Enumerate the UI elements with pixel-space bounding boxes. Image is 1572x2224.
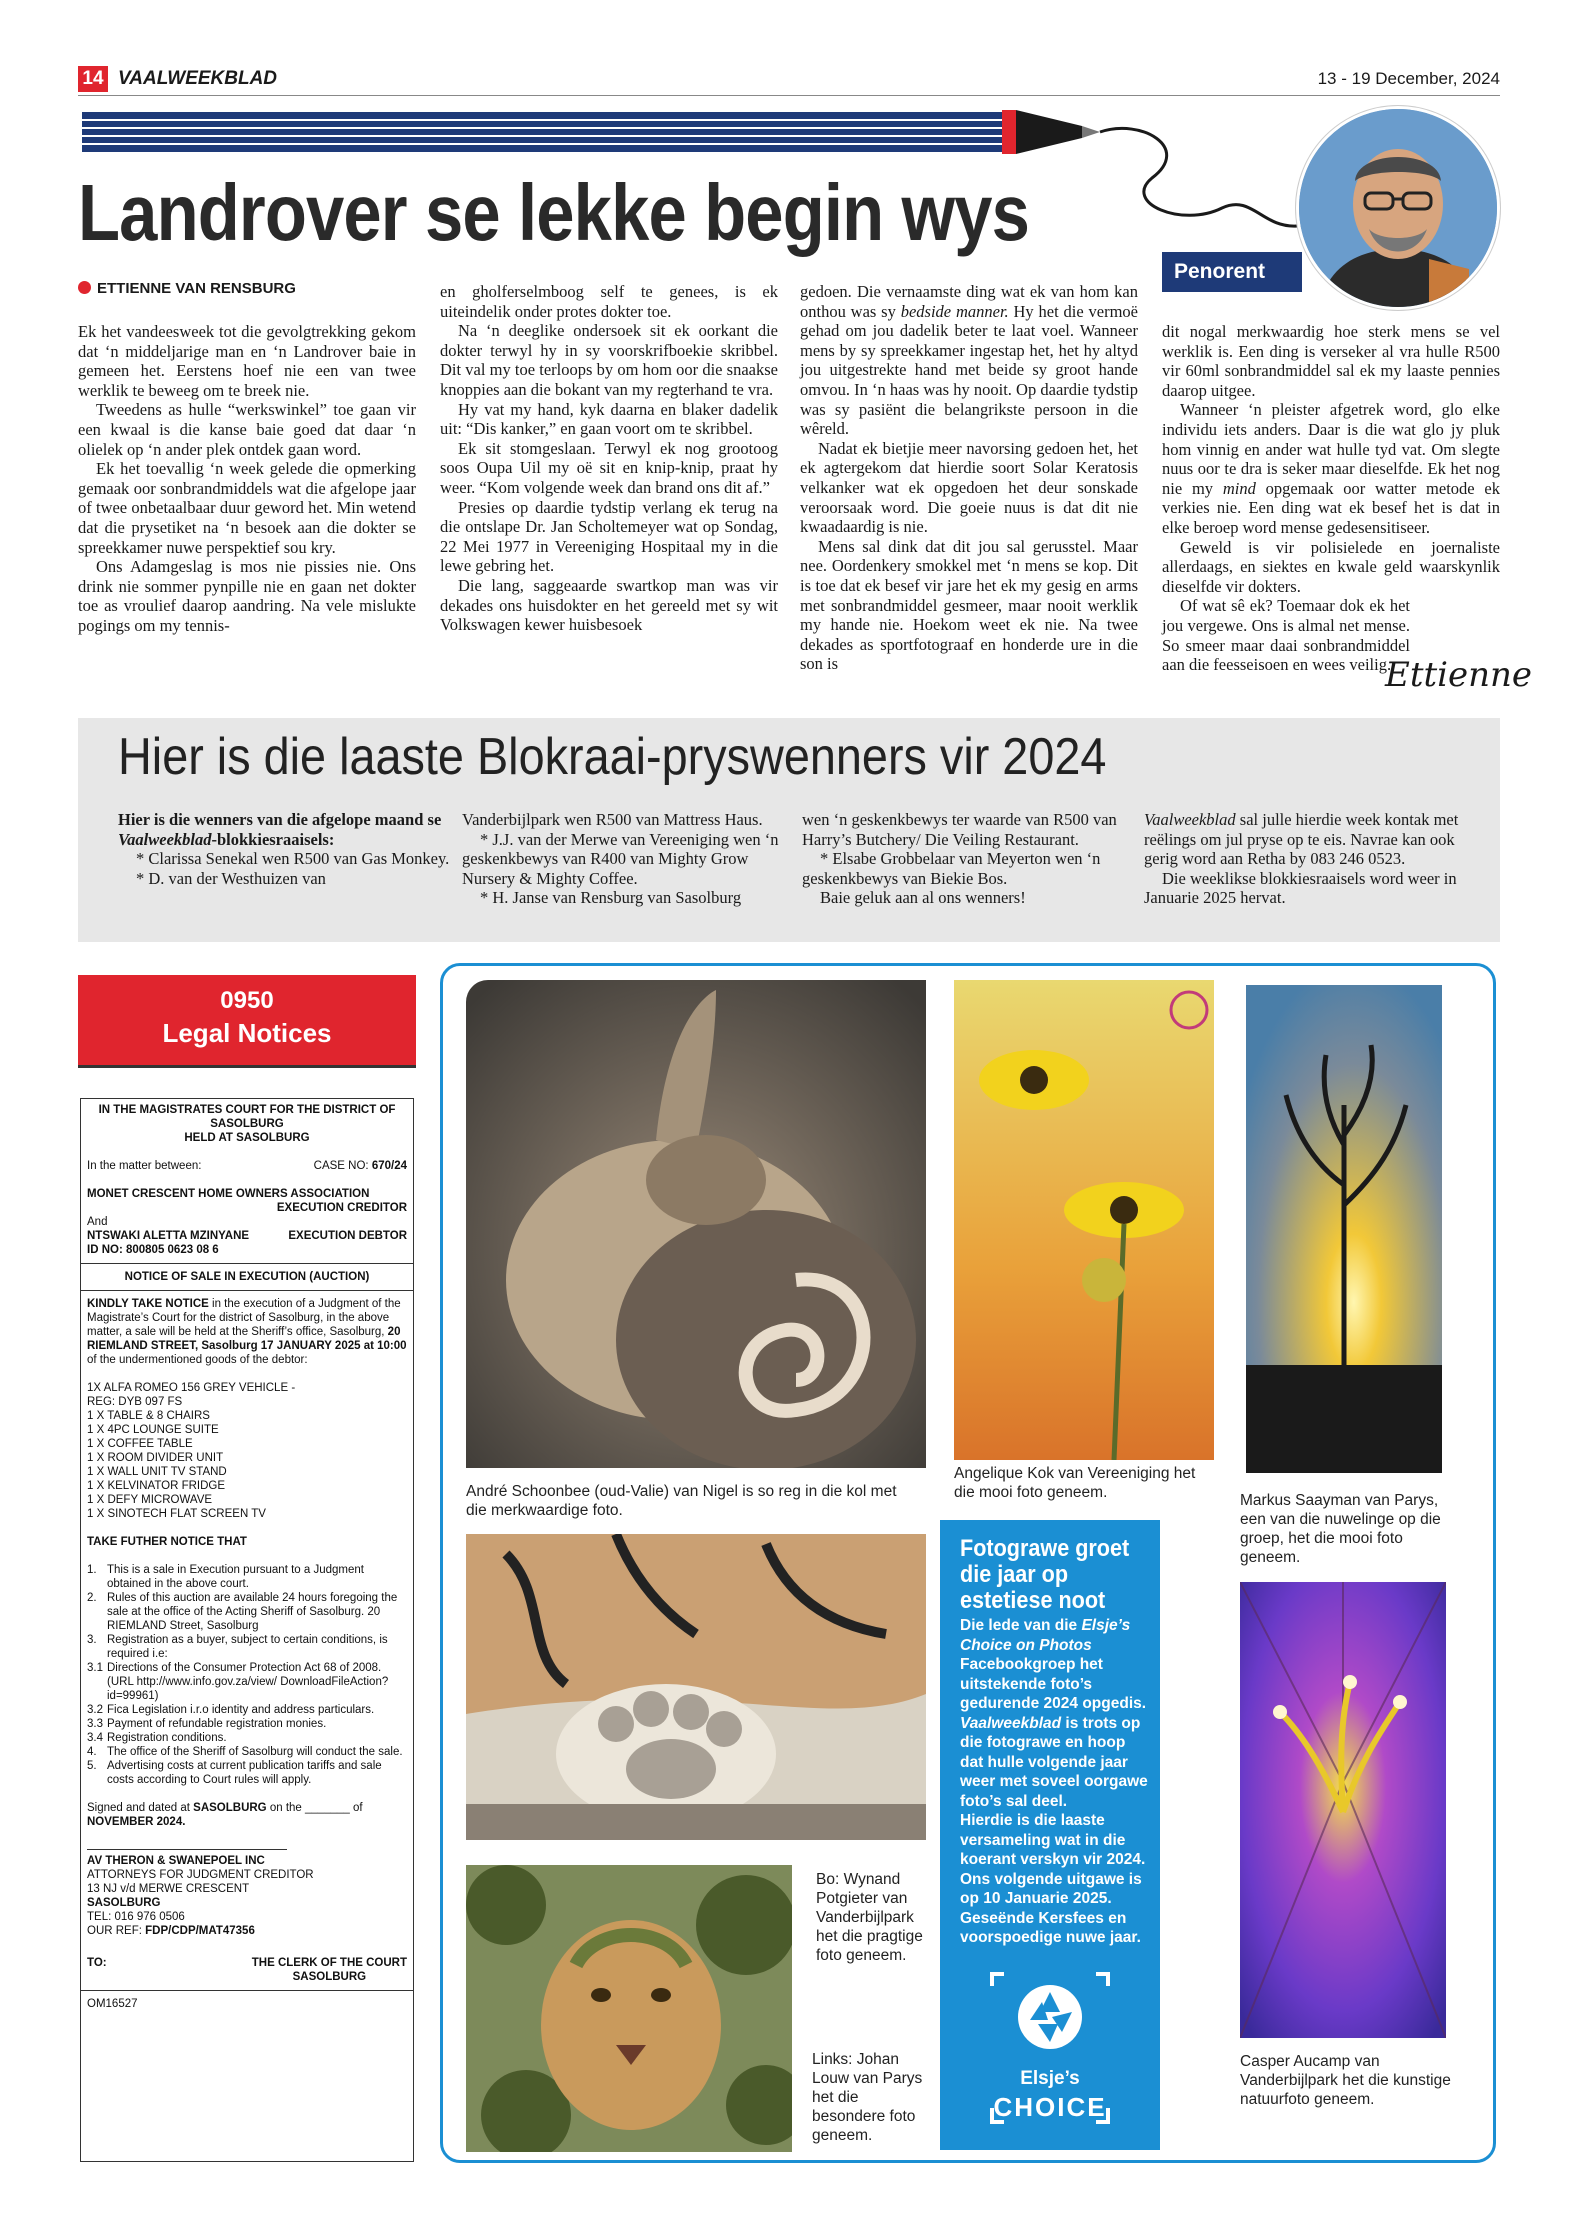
divider — [81, 1290, 413, 1291]
and-label: And — [87, 1216, 108, 1228]
author-signature: Ettienne — [1385, 655, 1533, 695]
winner-entry: * D. van der Westhuizen van — [136, 868, 326, 888]
legal-notices-header — [78, 975, 416, 1068]
creditor-role: EXECUTION CREDITOR — [276, 1202, 407, 1214]
recipient-place: SASOLBURG — [292, 1971, 367, 1983]
paragraph — [1162, 400, 1500, 537]
debtor-id: ID NO: 800805 0623 08 6 — [87, 1244, 219, 1256]
goods-item: 1 X COFFEE TABLE — [87, 1438, 193, 1450]
page-number: 14 — [78, 66, 108, 92]
paragraph: Ek het toevallig ‘n week gelede die opmerking gemaak oor sonbrandmiddels wat die afgelope jaar of twee onbetaalbaar duur geword het. Min wetend dat die prysetiket na ‘n besoek aan die dokter se spreekkamer nuwe perspektief sou kry. — [78, 459, 416, 557]
article-column-4 — [1162, 322, 1500, 675]
divider — [81, 1263, 413, 1264]
winner-entry: * Clarissa Senekal wen R500 van Gas Monkey. — [136, 849, 450, 869]
case-number — [314, 1159, 407, 1173]
issue-date: 13 - 19 December, 2024 — [1317, 69, 1500, 88]
text-run: opgemaak oor watter metode ek verkies nie. Een ding wat ek besef het is dat in elke beroep word mense gedesensitiseer. — [1162, 478, 1500, 537]
notice-body — [87, 1297, 407, 1367]
signed-line — [87, 1801, 407, 1829]
condition-item — [87, 1563, 407, 1591]
photo-antelope — [466, 980, 926, 1468]
winners-intro — [118, 810, 458, 849]
text-strong: 20 RIEMLAND STREET, Sasolburg 17 JANUARY 2025 at 10:00 — [87, 1326, 407, 1352]
byline-name: ETTIENNE VAN RENSBURG — [97, 280, 296, 297]
goods-item: 1 X TABLE & 8 CHAIRS — [87, 1410, 210, 1422]
condition-number: 2. — [87, 1592, 97, 1604]
case-label: CASE NO: — [313, 1160, 372, 1172]
text-run: Facebookgroep het uitstekende foto’s gedurende 2024 opgedis. — [960, 1656, 1147, 1712]
elsjes-choice-logo — [990, 1972, 1110, 2062]
legal-notices-title: Legal Notices — [162, 1018, 332, 1048]
paragraph: Mens sal dink dat dit jou sal gerusstel. Maar nee. Oordenkery smokkel met ‘n mens se kop. Dit is toe dat ek besef vir jare het ek my gesig en arms met sonbrandmiddel gesmeer, maar nooit werklik my hande nie. Hoekom weet ek nie. Na twee dekades as sportfotograaf en honderde ure in die son is — [800, 536, 1138, 674]
winner-entry: * H. Janse van Rensburg van Sasolburg — [480, 888, 742, 908]
ref-label: OUR REF: — [87, 1925, 146, 1937]
photo-lioness — [466, 1865, 792, 2152]
text-run: Wanneer ‘n pleister afgetrek word, glo elke individu iets anders. Daar is die wat glo jy pluk hom vinnig en ander wat hulle tyd vat. Om slegte nuus oor te dra is seker maar dieselfde. Ek het nog nie my — [1162, 400, 1500, 498]
article-column-1 — [78, 322, 416, 636]
condition-item — [87, 1717, 407, 1731]
condition-number: 4. — [87, 1746, 97, 1758]
goods-item: 1 X SINOTECH FLAT SCREEN TV — [87, 1508, 266, 1520]
court-name: IN THE MAGISTRATES COURT FOR THE DISTRICT OF SASOLBURG — [98, 1104, 396, 1130]
condition-item — [87, 1633, 407, 1661]
signature-line — [87, 1849, 287, 1850]
text-emphasis: Vaalweekblad — [960, 1714, 1062, 1732]
text-run: on the _______ of — [266, 1802, 363, 1814]
conditions-list — [87, 1563, 407, 1787]
condition-text: Rules of this auction are available 24 hours foregoing the sale at the office of the Acting Sheriff of Sasolburg. 20 RIEMLAND Street, Sasolburg — [107, 1592, 398, 1632]
text-emphasis: bedside manner. — [900, 301, 1009, 321]
photo-yellow-flowers — [954, 980, 1214, 1460]
winners-column-2 — [462, 810, 792, 908]
text-run: Hy het die vermoë gehad om jou dadelik beter te laat voel. Wanneer mens by sy spreekkamer ingestap het, het hy altyd jou uitgestrekte hand met beide sy groot hande omvou. In ‘n haas was hy nooit. Op daardie tydstip was sy pasiënt die belangrikste persoon in die wêreld. — [800, 301, 1138, 439]
attorney-city: SASOLBURG — [87, 1897, 161, 1909]
to-row — [87, 1956, 407, 1984]
goods-item: 1 X KELVINATOR FRIDGE — [87, 1480, 226, 1492]
photo-caption-tiger-paw: Bo: Wynand Potgieter van Vanderbijlpark het die pragtige foto geneem. — [816, 1871, 923, 1964]
recipient-name: THE CLERK OF THE COURT — [251, 1957, 407, 1969]
paragraph: Ek het vandeesweek tot die gevolgtrekking gekom dat ‘n middeljarige man en ‘n Landrover baie in gemeen het. Eerstens hoef nie een van twee werklik te beweeg om te breek nie. — [78, 322, 416, 400]
column-headline: Landrover se lekke begin wys — [78, 168, 1030, 257]
section-label: Penorent — [1162, 252, 1302, 292]
condition-text: Registration as a buyer, subject to certain conditions, is required i.e: — [107, 1634, 388, 1660]
text-run: is trots op die fotograwe en hoop dat hulle volgende jaar weer met soveel oorgawe foto’s sal deel. — [960, 1714, 1148, 1810]
winners-title: Hier is die laaste Blokraai-pryswenners vir 2024 — [118, 728, 1107, 786]
logo-bracket-bottom — [990, 2094, 1110, 2124]
winners-column-4 — [1144, 810, 1484, 908]
text-emphasis: Vaalweekblad — [1144, 810, 1236, 829]
header-rule — [78, 95, 1500, 96]
goods-list — [87, 1381, 407, 1521]
text-run: sal julle hierdie week kontak met reëlings om jul pryse op te eis. Navrae kan ook gerig word aan Retha by 083 246 0523. — [1144, 810, 1459, 869]
text-emphasis: Elsje’s Choice on Photos — [960, 1617, 1131, 1654]
goods-item: 1 X 4PC LOUNGE SUITE — [87, 1424, 219, 1436]
text-strong: SASOLBURG — [193, 1802, 267, 1814]
condition-text: Registration conditions. — [107, 1732, 227, 1744]
text-run: Hierdie is die laaste versameling wat in die koerant verskyn vir 2024. Ons volgende uitgawe is op 10 Januarie 2025. Geseënde Kersfees en voorspoedige nuwe jaar. — [960, 1812, 1146, 1946]
winner-entry: wen ‘n geskenkbewys ter waarde van R500 van Harry’s Butchery/ Die Veiling Restaurant. — [802, 810, 1117, 849]
condition-number: 1. — [87, 1564, 97, 1576]
infobox-title: Fotograwe groet die jaar op estetiese noot — [960, 1535, 1130, 1614]
attorney-ref — [87, 1924, 407, 1938]
condition-item — [87, 1591, 407, 1633]
paragraph: Tweedens as hulle “werkswinkel” toe gaan vir een kwaal is die kanse baie goed dat daar ‘n olielek op ‘n ander plek ontdek gaan word. — [78, 400, 416, 459]
court-held: HELD AT SASOLBURG — [184, 1132, 310, 1144]
photo-flower-macro — [1240, 1582, 1446, 2038]
debtor-name: NTSWAKI ALETTA MZINYANE — [87, 1230, 250, 1242]
text-run: in the execution of a Judgment of the Magistrate’s Court for the district of Sasolburg, in the above matter, a sale will be held at the Sheriff’s office, Sasolburg, — [87, 1298, 401, 1338]
paragraph: Of wat sê ek? Toemaar dok ek het jou vergewe. Ons is almal net mense. So smeer maar daai sonbrandmiddel aan die feesseisoen en wees veilig. — [1162, 596, 1410, 675]
case-value: 670/24 — [371, 1160, 407, 1172]
winner-entry: Vanderbijlpark wen R500 van Mattress Haus. — [462, 810, 763, 829]
photo-caption-yellow-flowers: Angelique Kok van Vereeniging het die mooi foto geneem. — [954, 1465, 1196, 1501]
paragraph: Ek sit stomgeslaan. Terwyl ek nog grootoog soos Oupa Uil my oë sit en knip-knip, praat hy weer. “Kom volgende week dan brand ons dit af.” — [440, 438, 778, 497]
photo-feature-infobox — [940, 1520, 1160, 2150]
paragraph: Geweld is vir polisielede en joernaliste allerdaags, en siektes en kwale geld waarskynlik dieselfde vir dokters. — [1162, 537, 1500, 596]
condition-item — [87, 1759, 407, 1787]
paragraph: Die lang, saggeaarde swartkop man was vir dekades ons huisdokter en het gereeld met sy wit Volkswagen kewer huisbesoek — [440, 575, 778, 635]
condition-item — [87, 1731, 407, 1745]
text-run: gedoen. Die vernaamste ding wat ek van hom kan onthou was sy — [800, 282, 1138, 321]
notice-title: NOTICE OF SALE IN EXECUTION (AUCTION) — [124, 1271, 370, 1283]
photo-tiger-paw — [466, 1534, 926, 1840]
text-run: -blokkiesraaisels: — [211, 829, 335, 849]
condition-text: The office of the Sheriff of Sasolburg will conduct the sale. — [107, 1746, 403, 1758]
text-emphasis: Vaalweekblad — [118, 829, 212, 849]
debtor-row — [87, 1229, 407, 1243]
condition-number: 5. — [87, 1760, 97, 1772]
attorney-firm: AV THERON & SWANEPOEL INC — [87, 1855, 265, 1867]
goods-item: 1X ALFA ROMEO 156 GREY VEHICLE - — [87, 1382, 296, 1394]
paragraph: Presies op daardie tydstip verlang ek terug na die ontslape Dr. Jan Scholtemeyer wat op Sondag, 22 Mei 1977 in Vereeniging Hospitaal my in die lewe gebring het. — [440, 497, 778, 576]
attorney-address: 13 NJ v/d MERWE CRESCENT — [87, 1883, 250, 1895]
photo-caption-flower-macro: Casper Aucamp van Vanderbijlpark het die kunstige natuurfoto geneem. — [1240, 2053, 1451, 2108]
condition-text: Advertising costs at current publication tariffs and sale costs according to Court rules will apply. — [107, 1760, 382, 1786]
condition-text: Fica Legislation i.r.o identity and address particulars. — [107, 1704, 375, 1716]
byline — [78, 280, 296, 297]
condition-number: 3.2 — [87, 1704, 103, 1716]
photo-caption-sunset-plant: Markus Saayman van Parys, een van die nuwelinge op die groep, het die mooi foto geneem. — [1240, 1492, 1441, 1566]
condition-item — [87, 1745, 407, 1759]
text-run: Signed and dated at — [87, 1802, 194, 1814]
to-recipient — [252, 1956, 407, 1984]
condition-number: 3.4 — [87, 1732, 103, 1744]
notice-reference: OM16527 — [87, 1998, 138, 2010]
to-label: TO: — [87, 1957, 107, 1969]
byline-dot — [78, 281, 91, 294]
winners-contact — [1144, 810, 1484, 869]
winners-resume-note: Die weeklikse blokkiesraaisels word weer in Januarie 2025 hervat. — [1144, 868, 1457, 908]
infobox-body — [960, 1616, 1148, 1948]
photo-sunset-plant — [1246, 985, 1442, 1473]
condition-number: 3. — [87, 1634, 97, 1646]
publication-name: VAALWEEKBLAD — [118, 68, 278, 89]
photo-caption-lioness: Links: Johan Louw van Parys het die besondere foto geneem. — [812, 2051, 923, 2144]
debtor-role: EXECUTION DEBTOR — [288, 1230, 407, 1242]
condition-item — [87, 1661, 407, 1703]
paragraph: en gholferselmboog self te genees, is ek uiteindelik onder protes dokter toe. — [440, 282, 778, 321]
paragraph: Ons Adamgeslag is mos nie pissies nie. Ons drink nie sommer pynpille nie en gaan net dokter toe as vroulief daarop aandring. Na vele mislukte pogings om my tennis- — [78, 557, 416, 635]
text-run: Hier is die wenners van die afgelope maand se — [118, 810, 442, 829]
attorney-phone: TEL: 016 976 0506 — [87, 1911, 185, 1923]
attorney-role: ATTORNEYS FOR JUDGMENT CREDITOR — [87, 1869, 314, 1881]
goods-item: 1 X WALL UNIT TV STAND — [87, 1466, 227, 1478]
winner-entry: * J.J. van der Merwe van Vereeniging wen ‘n geskenkbewys van R400 van Mighty Grow Nursery & Mighty Coffee. — [462, 829, 779, 888]
article-column-2 — [440, 282, 778, 635]
paragraph: Hy vat my hand, kyk daarna en blaker dadelik uit: “Dis kanker,” en gaan voort om te skribbel. — [440, 399, 778, 439]
condition-text: Payment of refundable registration monies. — [107, 1718, 327, 1730]
paragraph: dit nogal merkwaardig hoe sterk mens se vel werklik is. Een ding is verseker al vra hulle R500 vir 60ml sonbrandmiddel sal ek my laaste pennies daarop uitgee. — [1162, 322, 1500, 400]
winners-congrats: Baie geluk aan al ons wenners! — [820, 888, 1026, 908]
text-strong: NOVEMBER 2024. — [87, 1816, 186, 1828]
text-strong: KINDLY TAKE NOTICE — [87, 1298, 209, 1310]
condition-text: Directions of the Consumer Protection Act 68 of 2008. (URL http://www.info.gov.za/view/ DownloadFileAction?id=99961) — [107, 1662, 389, 1702]
winners-column-1 — [118, 810, 458, 888]
paragraph: Nadat ek bietjie meer navorsing gedoen het, het ek agtergekom dat hierdie soort Solar Keratosis velkanker wat ek opgedoen het deur sonskade veroorsaak word. Die goeie nuus is dat dit nie kwaadaardig is nie. — [800, 438, 1138, 537]
creditor-name: MONET CRESCENT HOME OWNERS ASSOCIATION — [87, 1188, 370, 1200]
text-run: Die lede van die — [960, 1617, 1082, 1634]
paragraph — [800, 282, 1138, 439]
further-notice: TAKE FUTHER NOTICE THAT — [87, 1536, 247, 1548]
winner-entry: * Elsabe Grobbelaar van Meyerton wen ‘n geskenkbewys van Biekie Bos. — [802, 849, 1101, 888]
case-row — [87, 1159, 407, 1173]
condition-number: 3.1 — [87, 1662, 103, 1674]
goods-item: REG: DYB 097 FS — [87, 1396, 183, 1408]
goods-item: 1 X DEFY MICROWAVE — [87, 1494, 213, 1506]
paragraph: Na ‘n deeglike ondersoek sit ek oorkant die dokter terwyl hy in sy voorskrifboekie skribbel. Dit val my toe terloops by om hom oor die snaakse knoppies aan die bokant van my regterhand te vra. — [440, 321, 778, 399]
text-run: of the undermentioned goods of the debtor: — [87, 1354, 308, 1366]
condition-text: This is a sale in Execution pursuant to a Judgment obtained in the above court. — [107, 1564, 364, 1590]
legal-notice — [80, 1098, 414, 2162]
logo-text-line2: CHOICE — [993, 2092, 1107, 2122]
condition-number: 3.3 — [87, 1718, 103, 1730]
ref-value: FDP/CDP/MAT47356 — [145, 1925, 255, 1937]
photo-caption-antelope: André Schoonbee (oud-Valie) van Nigel is so reg in die kol met die merkwaardige foto. — [466, 1483, 897, 1519]
divider — [81, 1990, 413, 1991]
matter-label: In the matter between: — [87, 1160, 202, 1172]
text-emphasis: mind — [1222, 478, 1256, 498]
condition-item — [87, 1703, 407, 1717]
goods-item: 1 X ROOM DIVIDER UNIT — [87, 1452, 224, 1464]
article-column-3 — [800, 282, 1138, 674]
logo-text-line1: Elsje’s — [1020, 2068, 1080, 2089]
winners-column-3 — [802, 810, 1132, 908]
columnist-portrait — [1296, 106, 1500, 310]
legal-notices-code: 0950 — [220, 987, 274, 1014]
